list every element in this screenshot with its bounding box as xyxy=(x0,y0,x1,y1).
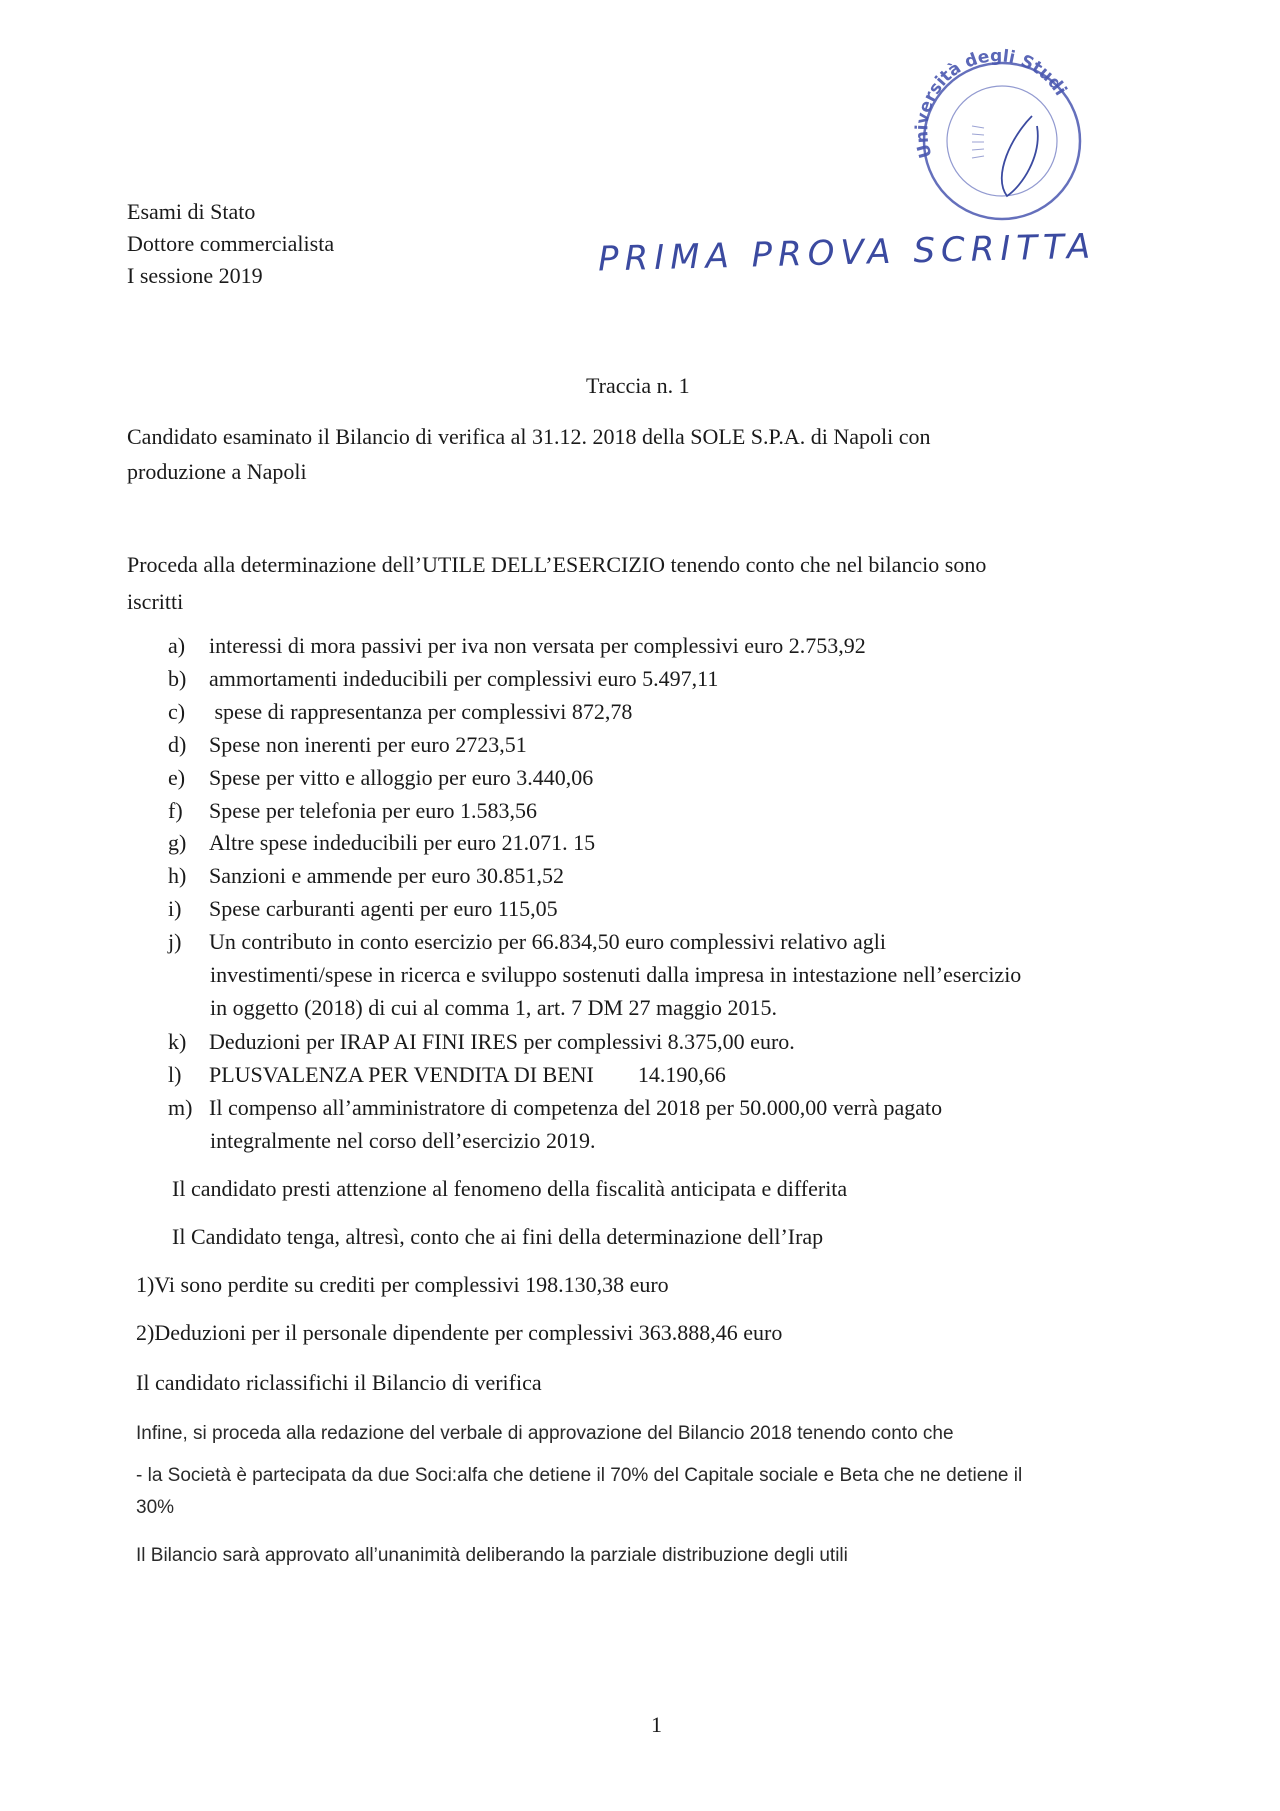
list-item-i xyxy=(168,896,558,922)
item-text: PLUSVALENZA PER VENDITA DI BENI 14.190,66 xyxy=(209,1062,726,1087)
item-text: Sanzioni e ammende per euro 30.851,52 xyxy=(209,863,564,888)
header-exam: Esami di Stato xyxy=(127,199,256,224)
list-item-e xyxy=(168,765,593,791)
item-text: ammortamenti indeducibili per complessivi euro 5.497,11 xyxy=(209,666,719,691)
final-line-1: Infine, si proceda alla redazione del verbale di approvazione del Bilancio 2018 tenendo conto che xyxy=(136,1423,954,1444)
item-label: f) xyxy=(168,798,183,823)
item-label: d) xyxy=(168,732,187,757)
item-text: Altre spese indeducibili per euro 21.071. 15 xyxy=(209,830,596,855)
reclass-instruction: Il candidato riclassifichi il Bilancio di verifica xyxy=(136,1370,542,1395)
item-label: j) xyxy=(168,929,182,954)
list-item-j xyxy=(168,929,886,955)
item-text: Spese non inerenti per euro 2723,51 xyxy=(209,732,527,757)
intro-line-2: produzione a Napoli xyxy=(127,459,307,484)
list-item-j-cont-2: in oggetto (2018) di cui al comma 1, art. 7 DM 27 maggio 2015. xyxy=(210,995,778,1020)
item-text: Spese carburanti agenti per euro 115,05 xyxy=(209,896,558,921)
item-text: Spese per vitto e alloggio per euro 3.440,06 xyxy=(209,765,594,790)
list-item-a xyxy=(168,633,866,659)
intro-line-1: Candidato esaminato il Bilancio di verifica al 31.12. 2018 della SOLE S.P.A. di Napoli con xyxy=(127,424,931,449)
university-stamp xyxy=(912,46,1082,226)
item-label: g) xyxy=(168,830,187,855)
irap-point-1: 1)Vi sono perdite su crediti per complessivi 198.130,38 euro xyxy=(136,1272,669,1297)
item-label: c) xyxy=(168,699,186,724)
list-item-m-cont: integralmente nel corso dell’esercizio 2019. xyxy=(210,1128,596,1153)
item-text: spese di rappresentanza per complessivi 872,78 xyxy=(209,699,633,724)
list-item-b xyxy=(168,666,718,692)
item-label: i) xyxy=(168,896,182,921)
stamp-graphic xyxy=(912,46,1082,226)
list-item-c xyxy=(168,699,632,725)
list-item-l xyxy=(168,1062,726,1088)
list-item-h xyxy=(168,863,564,889)
item-label: h) xyxy=(168,863,187,888)
header-profession: Dottore commercialista xyxy=(127,231,335,256)
final-line-3: 30% xyxy=(136,1497,175,1518)
header-session: I sessione 2019 xyxy=(127,263,263,288)
page-number: 1 xyxy=(651,1712,662,1737)
list-item-j-cont-1: investimenti/spese in ricerca e sviluppo sostenuti dalla impresa in intestazione nell’esercizio xyxy=(210,962,1022,987)
item-text: Il compenso all’amministratore di competenza del 2018 per 50.000,00 verrà pagato xyxy=(209,1095,943,1120)
note-irap: Il Candidato tenga, altresì, conto che ai fini della determinazione dell’Irap xyxy=(172,1224,824,1249)
list-item-f xyxy=(168,798,537,824)
list-item-m xyxy=(168,1095,942,1121)
page-title: Traccia n. 1 xyxy=(586,373,690,398)
item-label: a) xyxy=(168,633,186,658)
irap-point-2: 2)Deduzioni per il personale dipendente per complessivi 363.888,46 euro xyxy=(136,1320,783,1345)
item-label: b) xyxy=(168,666,187,691)
handwritten-note: PRIMA PROVA SCRITTA xyxy=(597,226,1097,280)
item-label: m) xyxy=(168,1095,193,1120)
item-text: Un contributo in conto esercizio per 66.834,50 euro complessivi relativo agli xyxy=(209,929,886,954)
list-item-g xyxy=(168,830,595,856)
item-label: l) xyxy=(168,1062,182,1087)
list-item-d xyxy=(168,732,527,758)
item-text: Spese per telefonia per euro 1.583,56 xyxy=(209,798,538,823)
item-label: e) xyxy=(168,765,186,790)
note-fiscal: Il candidato presti attenzione al fenomeno della fiscalità anticipata e differita xyxy=(172,1176,848,1201)
item-text: Deduzioni per IRAP AI FINI IRES per complessivi 8.375,00 euro. xyxy=(209,1029,795,1054)
item-text: interessi di mora passivi per iva non versata per complessivi euro 2.753,92 xyxy=(209,633,866,658)
stamp-text: Università degli Studi xyxy=(912,46,1071,161)
svg-text:Università degli Studi della xyxy=(912,46,1074,160)
procedure-line-1: Proceda alla determinazione dell’UTILE DELL’ESERCIZIO tenendo conto che nel bilancio sono xyxy=(127,552,987,577)
list-item-k xyxy=(168,1029,795,1055)
final-line-4: Il Bilancio sarà approvato all’unanimità deliberando la parziale distribuzione degli utili xyxy=(136,1545,848,1566)
procedure-line-2: iscritti xyxy=(127,589,184,614)
item-label: k) xyxy=(168,1029,187,1054)
final-line-2: - la Società è partecipata da due Soci:alfa che detiene il 70% del Capitale sociale e Beta che ne detiene il xyxy=(136,1465,1023,1486)
